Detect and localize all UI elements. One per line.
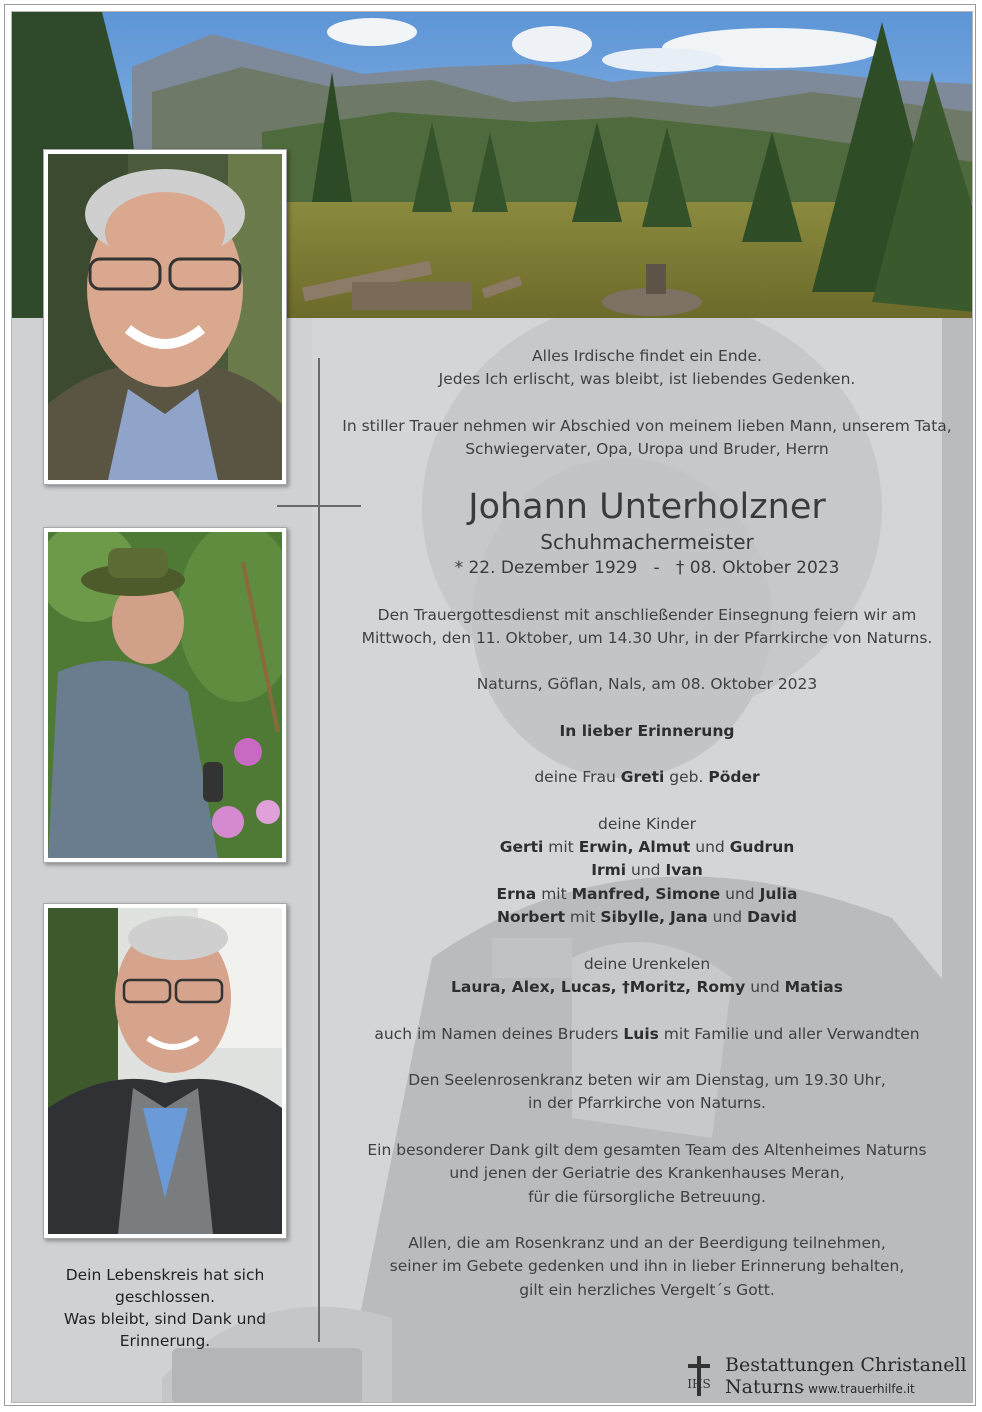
- wife-line: [337, 766, 957, 789]
- obituary-card: [11, 11, 973, 1403]
- thanks-line: für die fürsorgliche Betreuung.: [528, 1187, 766, 1206]
- obituary-frame: [4, 4, 976, 1406]
- child-line: Gerti mit Erwin, Almut und Gudrun: [499, 838, 795, 857]
- wife-maiden-name: Pöder: [708, 768, 760, 787]
- funeral-home-signature: [682, 1354, 967, 1400]
- greatgrandchildren-heading: deine Urenkelen: [583, 954, 711, 973]
- obituary-text: [337, 345, 957, 1302]
- closing-line: Allen, die am Rosenkranz und an der Beerdigung teilnehmen,: [408, 1233, 886, 1252]
- child-line: Irmi und Ivan: [591, 861, 703, 880]
- intro-line: Alles Irdische findet ein Ende.: [532, 347, 762, 365]
- portrait-photo-smiling: [43, 149, 287, 485]
- closing-line: gilt ein herzliches Vergelt´s Gott.: [519, 1280, 775, 1299]
- deceased-name: Johann Unterholzner: [468, 486, 826, 527]
- hiking-photo: [43, 527, 287, 863]
- wife-prefix: deine Frau: [534, 768, 616, 787]
- thanks-line: Ein besonderer Dank gilt dem gesamten Team des Altenheimes Naturns: [367, 1140, 927, 1159]
- intro-line: Jedes Ich erlischt, was bleibt, ist liebendes Gedenken.: [438, 370, 856, 389]
- rosary-line: Den Seelenrosenkranz beten wir am Dienstag, um 19.30 Uhr,: [408, 1070, 886, 1089]
- announcement-line: Schwiegervater, Opa, Uropa und Bruder, Herrn: [465, 440, 829, 459]
- wife-geb: geb.: [669, 768, 704, 787]
- brother-line: auch im Namen deines Bruders Luis mit Familie und aller Verwandten: [374, 1024, 920, 1043]
- funeral-home-website: - www.trauerhilfe.it: [800, 1382, 915, 1396]
- greatgrandchildren-line: Laura, Alex, Lucas, †Moritz, Romy und Matias: [451, 978, 843, 997]
- svg-text:IHS: IHS: [687, 1377, 711, 1391]
- life-dates: * 22. Dezember 1929 - † 08. Oktober 2023: [454, 557, 840, 578]
- place-date: Naturns, Göflan, Nals, am 08. Oktober 2023: [476, 675, 818, 694]
- left-quote: Dein Lebenskreis hat sich geschlossen. Was bleibt, sind Dank und Erinnerung.: [63, 1266, 267, 1350]
- children-heading: deine Kinder: [597, 814, 696, 833]
- closing-line: seiner im Gebete gedenken und ihn in lieber Erinnerung behalten,: [389, 1257, 905, 1276]
- rosary-line: in der Pfarrkirche von Naturns.: [528, 1094, 766, 1113]
- funeral-home-name: Bestattungen Christanell: [725, 1354, 967, 1376]
- funeral-home-town: Naturns: [725, 1376, 804, 1398]
- birth-date: * 22. Dezember 1929: [454, 557, 638, 578]
- portrait-photo-suit: [43, 903, 287, 1239]
- child-line: Norbert mit Sibylle, Jana und David: [497, 908, 797, 927]
- cross-logo-icon: [682, 1356, 716, 1396]
- announcement-line: In stiller Trauer nehmen wir Abschied von meinem lieben Mann, unserem Tata,: [342, 416, 952, 435]
- service-line: Den Trauergottesdienst mit anschließender Einsegnung feiern wir am: [377, 605, 917, 624]
- deceased-profession: Schuhmachermeister: [540, 529, 754, 554]
- death-date: † 08. Oktober 2023: [675, 557, 840, 578]
- wife-name: Greti: [620, 768, 665, 787]
- child-line: Erna mit Manfred, Simone und Julia: [496, 884, 798, 903]
- in-memory-heading: In lieber Erinnerung: [559, 721, 735, 740]
- service-line: Mittwoch, den 11. Oktober, um 14.30 Uhr, in der Pfarrkirche von Naturns.: [361, 629, 933, 648]
- thanks-line: und jenen der Geriatrie des Krankenhauses Meran,: [449, 1164, 845, 1183]
